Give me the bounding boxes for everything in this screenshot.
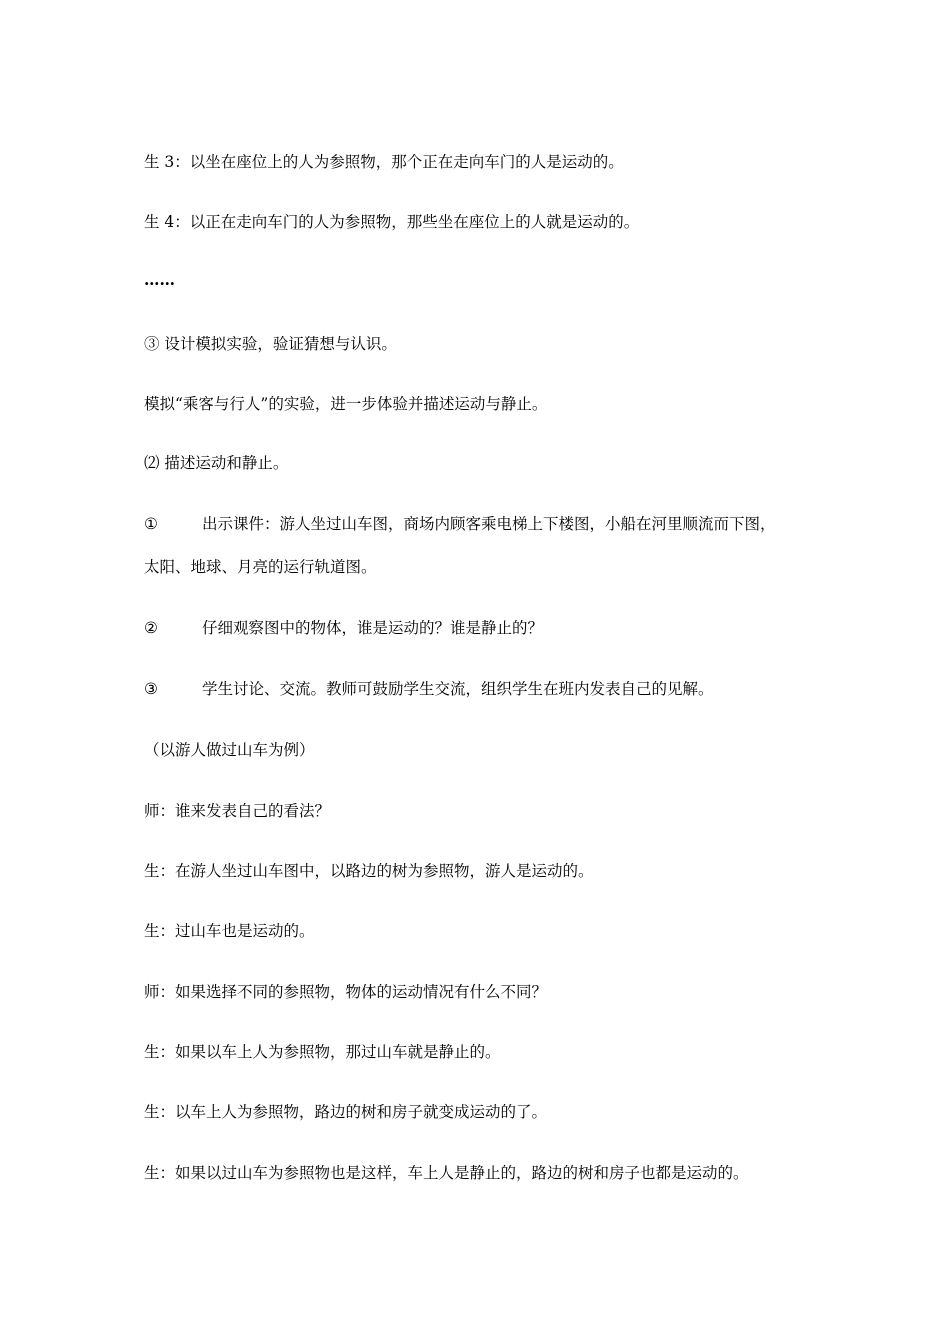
paragraph-ellipsis: …… — [144, 270, 175, 289]
paragraph-student-answer5: 生：如果以过山车为参照物也是这样，车上人是静止的，路边的树和房子也都是运动的。 — [144, 1164, 749, 1182]
paragraph-student-answer2: 生：过山车也是运动的。 — [144, 922, 315, 940]
list-item-text: 出示课件：游人坐过山车图，商场内顾客乘电梯上下楼图，小船在河里顺流而下图， — [202, 515, 776, 533]
list-item-text: 学生讨论、交流。教师可鼓励学生交流，组织学生在班内发表自己的见解。 — [202, 680, 714, 698]
paragraph-student-answer4: 生：以车上人为参照物，路边的树和房子就变成运动的了。 — [144, 1103, 548, 1121]
list-item-3 — [144, 679, 714, 699]
list-item-number: ① — [144, 515, 158, 533]
list-item-number: ② — [144, 619, 158, 637]
paragraph-student-answer3: 生：如果以车上人为参照物，那过山车就是静止的。 — [144, 1043, 501, 1061]
list-item-2 — [144, 618, 543, 638]
paragraph-student-answer1: 生：在游人坐过山车图中，以路边的树为参照物，游人是运动的。 — [144, 862, 594, 880]
paragraph-student4: 生 4：以正在走向车门的人为参照物，那些坐在座位上的人就是运动的。 — [144, 213, 640, 231]
paragraph-simulation: 模拟“乘客与行人”的实验，进一步体验并描述运动与静止。 — [144, 395, 548, 413]
paragraph-student3: 生 3：以坐在座位上的人为参照物，那个正在走向车门的人是运动的。 — [144, 153, 624, 171]
paragraph-teacher-question2: 师：如果选择不同的参照物，物体的运动情况有什么不同？ — [144, 983, 548, 1001]
paragraph-example-note: （以游人做过山车为例） — [144, 741, 315, 759]
paragraph-teacher-question1: 师：谁来发表自己的看法？ — [144, 802, 331, 820]
list-item-text: 仔细观察图中的物体，谁是运动的？谁是静止的？ — [202, 619, 544, 637]
paragraph-step3-experiment: ③ 设计模拟实验，验证猜想与认识。 — [144, 335, 397, 353]
paragraph-section2-heading: ⑵ 描述运动和静止。 — [144, 454, 289, 472]
list-item-1 — [144, 514, 776, 534]
list-item-number: ③ — [144, 680, 158, 698]
list-item-1-continuation: 太阳、地球、月亮的运行轨道图。 — [144, 558, 377, 576]
